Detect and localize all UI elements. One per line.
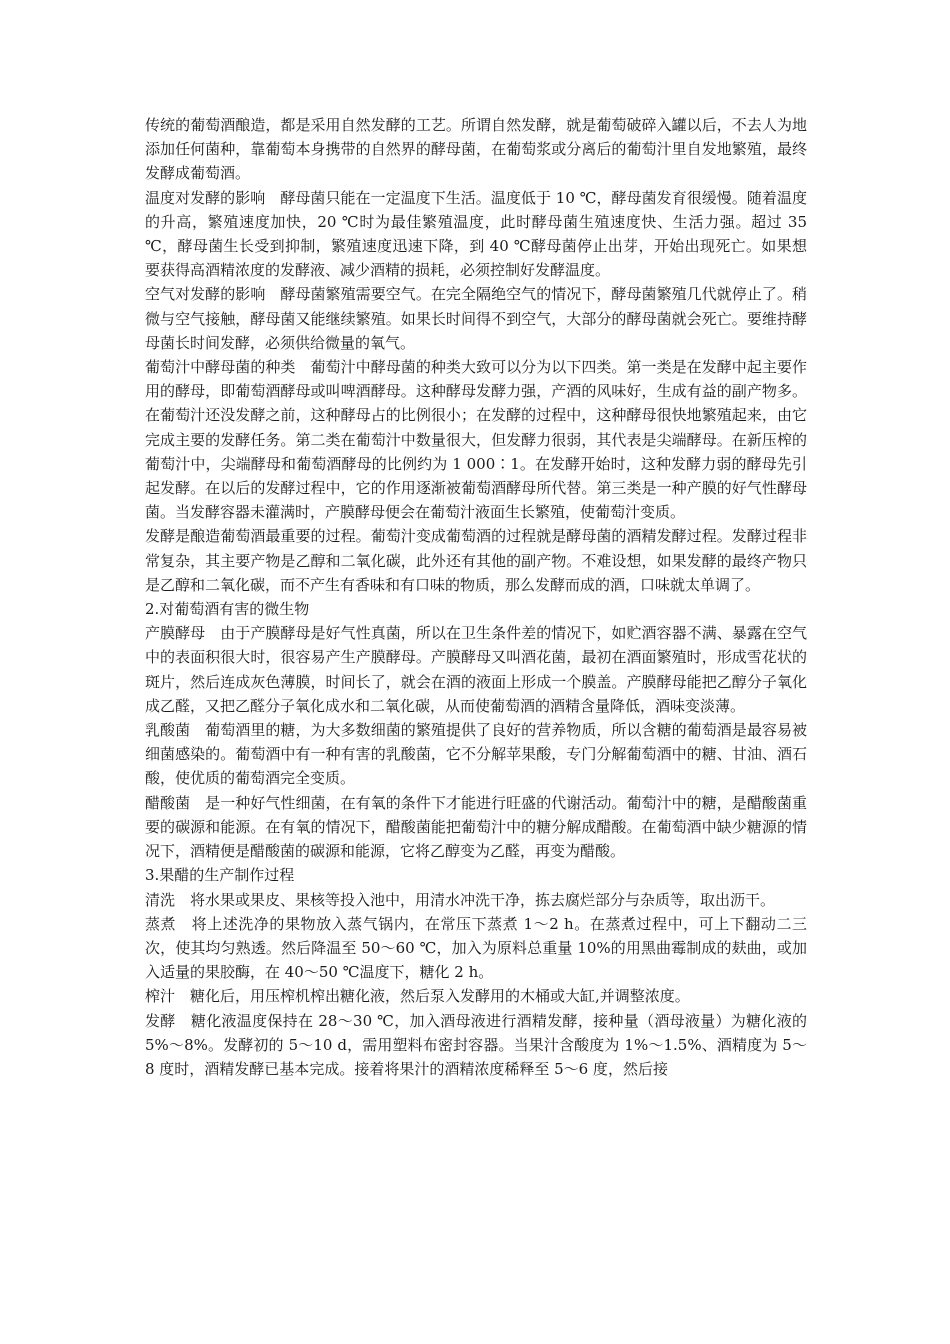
paragraph-air-effect: 空气对发酵的影响 酵母菌繁殖需要空气。在完全隔绝空气的情况下，酵母菌繁殖几代就停止了。稍微与空气接触，酵母菌又能继续繁殖。如果长时间得不到空气，大部分的酵母菌就会死亡。要维持酵母菌长时间发酵，必须供给微量的氧气。	[145, 285, 807, 352]
paragraph-lactic-bacteria: 乳酸菌 葡萄酒里的糖，为大多数细菌的繁殖提供了良好的营养物质，所以含糖的葡萄酒是最容易被细菌感染的。葡萄酒中有一种有害的乳酸菌，它不分解苹果酸，专门分解葡萄酒中的糖、甘油、酒石酸，使优质的葡萄酒完全变质。	[145, 721, 807, 788]
section-heading-harmful-microbes: 2.对葡萄酒有害的微生物	[145, 600, 310, 619]
paragraph-fermentation-process: 发酵是酿造葡萄酒最重要的过程。葡萄汁变成葡萄酒的过程就是酵母菌的酒精发酵过程。发酵过程非常复杂，其主要产物是乙醇和二氧化碳，此外还有其他的副产物。不难设想，如果发酵的最终产物只是乙醇和二氧化碳，而不产生有香味和有口味的物质，那么发酵而成的酒，口味就太单调了。	[145, 527, 807, 594]
paragraph-natural-fermentation: 传统的葡萄酒酿造，都是采用自然发酵的工艺。所谓自然发酵，就是葡萄破碎入罐以后，不去人为地添加任何菌种，靠葡萄本身携带的自然界的酵母菌，在葡萄浆或分离后的葡萄汁里自发地繁殖，最终发酵成葡萄酒。	[145, 116, 807, 183]
document-body	[145, 113, 807, 1081]
paragraph-washing: 清洗 将水果或果皮、果核等投入池中，用清水冲洗干净，拣去腐烂部分与杂质等，取出沥干。	[145, 890, 776, 909]
paragraph-acetic-bacteria: 醋酸菌 是一种好气性细菌，在有氧的条件下才能进行旺盛的代谢活动。葡萄汁中的糖，是醋酸菌重要的碳源和能源。在有氧的情况下，醋酸菌能把葡萄汁中的糖分解成醋酸。在葡萄酒中缺少糖源的情况下，酒精便是醋酸菌的碳源和能源，它将乙醇变为乙醛，再变为醋酸。	[145, 793, 807, 861]
paragraph-steaming: 蒸煮 将上述洗净的果物放入蒸气锅内，在常压下蒸煮 1～2 h。在蒸煮过程中，可上下翻动二三次，使其均匀熟透。然后降温至 50～60 ℃，加入为原料总重量 10%的用黑曲霉制成的麸曲，或加入适量的果胶酶，在 40～50 ℃温度下，糖化 2 h。	[145, 914, 807, 982]
paragraph-fermenting: 发酵 糖化液温度保持在 28～30 ℃，加入酒母液进行酒精发酵，接种量（酒母液量）为糖化液的 5%～8%。发酵初的 5～10 d，需用塑料布密封容器。当果汁含酸度为 1%～1.5%、酒精度为 5～8 度时，酒精发酵已基本完成。接着将果汁的酒精浓度稀释至 5～6 度，然后接	[145, 1011, 807, 1078]
paragraph-juicing: 榨汁 糖化后，用压榨机榨出糖化液，然后泵入发酵用的木桶或大缸,并调整浓度。	[145, 987, 690, 1006]
section-heading-vinegar-production: 3.果醋的生产制作过程	[145, 866, 295, 885]
paragraph-yeast-types: 葡萄汁中酵母菌的种类 葡萄汁中酵母菌的种类大致可以分为以下四类。第一类是在发酵中起主要作用的酵母，即葡萄酒酵母或叫啤酒酵母。这种酵母发酵力强，产酒的风味好，生成有益的副产物多。在葡萄汁还没发酵之前，这种酵母占的比例很小；在发酵的过程中，这种酵母很快地繁殖起来，由它完成主要的发酵任务。第二类在葡萄汁中数量很大，但发酵力很弱，其代表是尖端酵母。在新压榨的葡萄汁中，尖端酵母和葡萄酒酵母的比例约为 1 000∶1。在发酵开始时，这种发酵力弱的酵母先引起发酵。在以后的发酵过程中，它的作用逐渐被葡萄酒酵母所代替。第三类是一种产膜的好气性酵母菌。当发酵容器未灌满时，产膜酵母便会在葡萄汁液面生长繁殖，使葡萄汁变质。	[145, 358, 807, 522]
paragraph-temperature-effect: 温度对发酵的影响 酵母菌只能在一定温度下生活。温度低于 10 ℃，酵母菌发育很缓慢。随着温度的升高，繁殖速度加快，20 ℃时为最佳繁殖温度，此时酵母菌生殖速度快、生活力强。超过 35 ℃，酵母菌生长受到抑制，繁殖速度迅速下降，到 40 ℃酵母菌停止出芽，开始出现死亡。如果想要获得高酒精浓度的发酵液、减少酒精的损耗，必须控制好发酵温度。	[145, 188, 807, 280]
paragraph-film-yeast: 产膜酵母 由于产膜酵母是好气性真菌，所以在卫生条件差的情况下，如贮酒容器不满、暴露在空气中的表面积很大时，很容易产生产膜酵母。产膜酵母又叫酒花菌，最初在酒面繁殖时，形成雪花状的斑片，然后连成灰色薄膜，时间长了，就会在酒的液面上形成一个膜盖。产膜酵母能把乙醇分子氧化成乙醛，又把乙醛分子氧化成水和二氧化碳，从而使葡萄酒的酒精含量降低，酒味变淡薄。	[145, 624, 807, 715]
